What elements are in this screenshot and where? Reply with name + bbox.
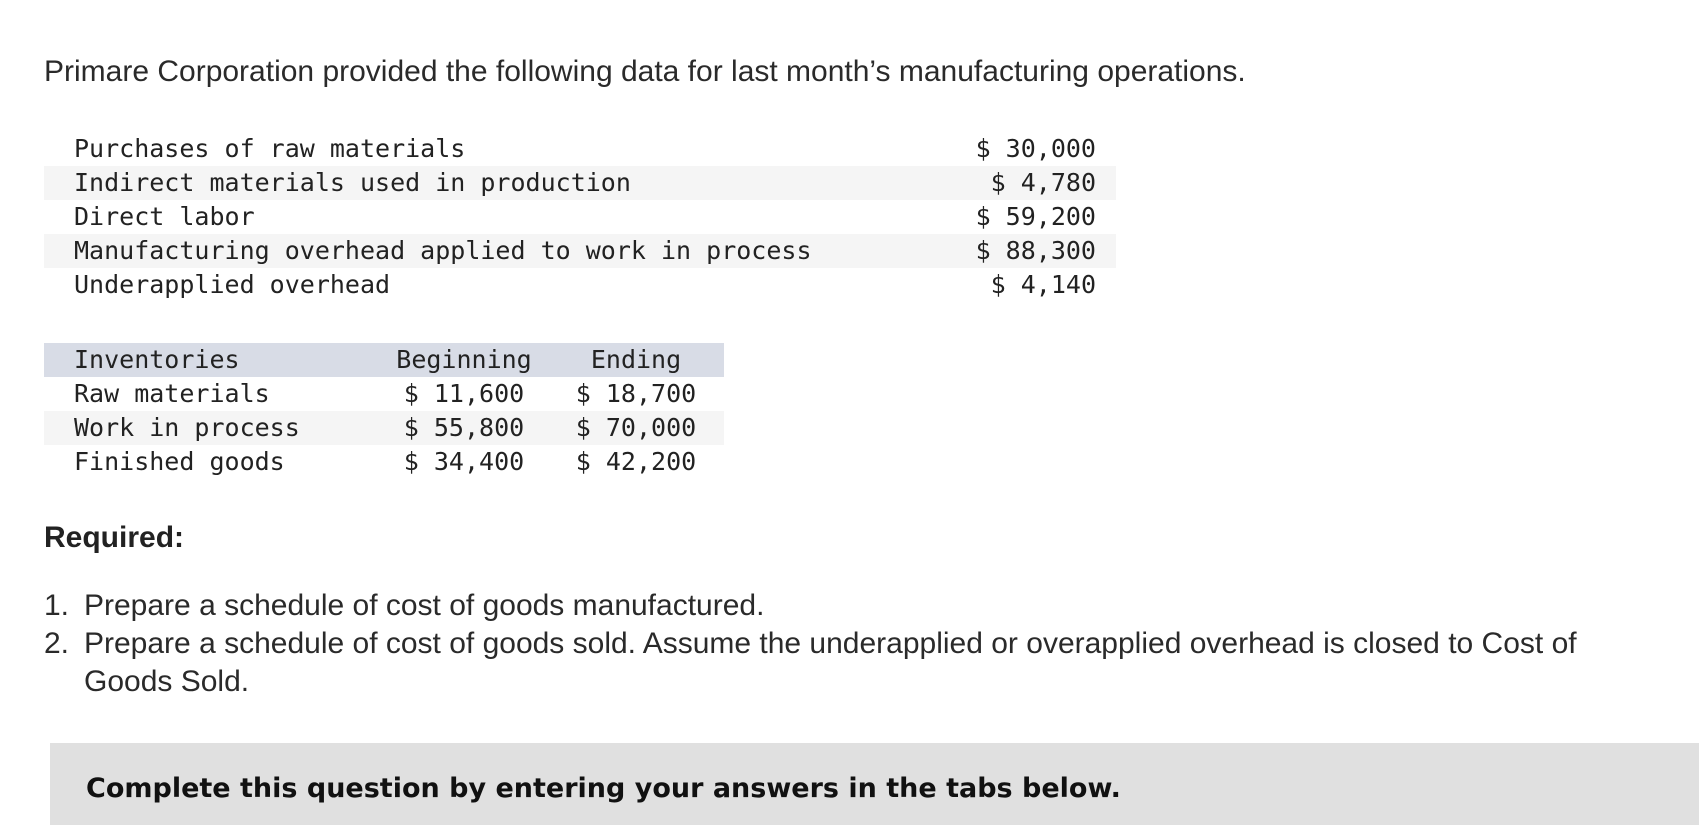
row-amount: $ 4,140 bbox=[990, 270, 1096, 299]
item-text: Prepare a schedule of cost of goods manufactured. bbox=[84, 589, 765, 622]
cost-data-table bbox=[44, 132, 1116, 302]
table-row bbox=[44, 200, 1116, 234]
row-amount: $ 4,780 bbox=[990, 168, 1096, 197]
instruction-banner bbox=[50, 743, 1699, 825]
required-heading: Required: bbox=[44, 521, 185, 554]
ending-value: $ 18,700 bbox=[575, 379, 697, 408]
row-amount: $ 30,000 bbox=[975, 134, 1096, 163]
table-row bbox=[44, 445, 724, 479]
ending-value: $ 42,200 bbox=[575, 447, 697, 476]
inventory-name: Raw materials bbox=[74, 379, 270, 408]
row-label: Manufacturing overhead applied to work in process bbox=[74, 236, 812, 265]
table-row bbox=[44, 132, 1116, 166]
table-row bbox=[44, 268, 1116, 302]
list-item bbox=[44, 625, 1664, 701]
column-header-inventories: Inventories bbox=[74, 345, 240, 374]
row-amount: $ 59,200 bbox=[975, 202, 1096, 231]
banner-text: Complete this question by entering your answers in the tabs below. bbox=[86, 773, 1121, 804]
ending-value: $ 70,000 bbox=[575, 413, 697, 442]
row-label: Direct labor bbox=[74, 202, 255, 231]
row-label: Purchases of raw materials bbox=[74, 134, 466, 163]
table-row bbox=[44, 411, 724, 445]
beginning-value: $ 11,600 bbox=[403, 379, 525, 408]
beginning-value: $ 55,800 bbox=[403, 413, 525, 442]
beginning-value: $ 34,400 bbox=[403, 447, 525, 476]
table-row bbox=[44, 234, 1116, 268]
row-label: Underapplied overhead bbox=[74, 270, 391, 299]
table-header-row bbox=[44, 343, 724, 377]
inventory-name: Finished goods bbox=[74, 447, 285, 476]
column-header-ending: Ending bbox=[590, 345, 682, 374]
item-number: 2. bbox=[44, 627, 70, 660]
list-item bbox=[44, 587, 1664, 625]
table-row bbox=[44, 377, 724, 411]
table-row bbox=[44, 166, 1116, 200]
required-list bbox=[44, 587, 1664, 701]
problem-intro: Primare Corporation provided the following data for last month’s manufacturing operations. bbox=[44, 55, 1246, 88]
inventory-name: Work in process bbox=[74, 413, 300, 442]
inventories-table bbox=[44, 343, 724, 479]
row-amount: $ 88,300 bbox=[975, 236, 1096, 265]
item-text: Prepare a schedule of cost of goods sold. Assume the underapplied or overapplied overhead is closed to Cost of Goods Sold. bbox=[84, 627, 1577, 698]
item-number: 1. bbox=[44, 589, 70, 622]
column-header-beginning: Beginning bbox=[396, 345, 532, 374]
row-label: Indirect materials used in production bbox=[74, 168, 631, 197]
